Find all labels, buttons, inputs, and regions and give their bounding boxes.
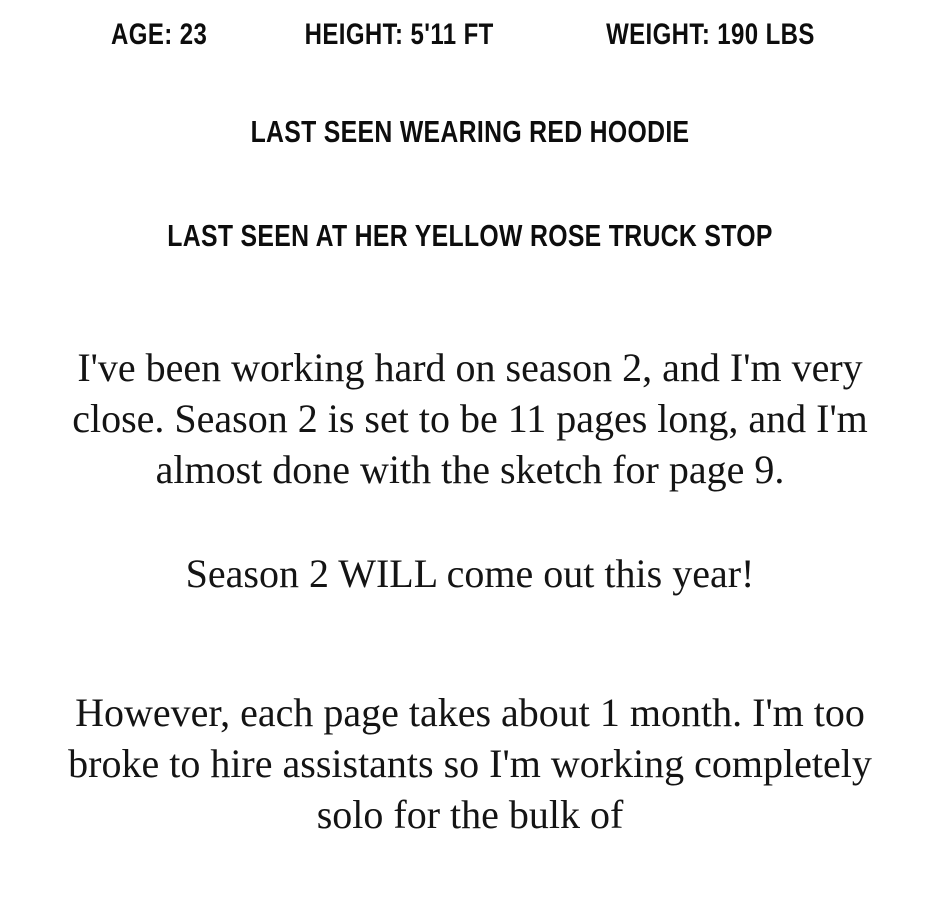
stat-age: AGE: 23 [111,18,208,51]
headline-last-seen-wearing: LAST SEEN WEARING RED HOODIE [250,114,690,149]
paragraph-solo-work: However, each page takes about 1 month. I'm too broke to hire assistants so I'm working completely solo for the bulk of [68,689,872,838]
subject-stats-row [0,0,940,52]
paragraph-season-progress: I've been working hard on season 2, and I'm very close. Season 2 is set to be 11 pages long, and I'm almost done with the sketch for page 9. [72,345,868,493]
body-copy [0,342,940,840]
stat-height: HEIGHT: 5'11 FT [305,18,495,51]
stat-weight: WEIGHT: 190 LBS [605,18,815,51]
paragraph-season-promise: Season 2 WILL come out this year! [185,550,755,596]
headline-last-seen-at: LAST SEEN AT HER YELLOW ROSE TRUCK STOP [167,218,773,253]
